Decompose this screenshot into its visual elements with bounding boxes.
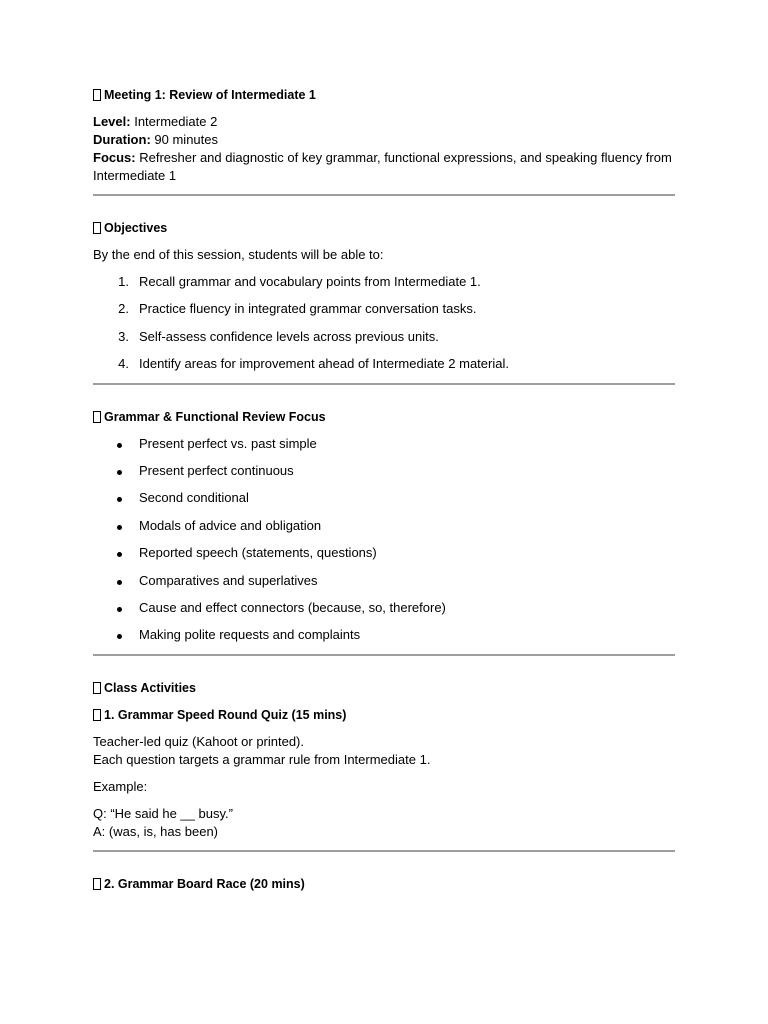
list-item: 3. Self-assess confidence levels across previous units. — [118, 328, 439, 344]
bullet-icon — [117, 552, 122, 557]
list-item: Making polite requests and complaints — [93, 626, 675, 644]
objectives-intro: By the end of this session, students will be able to: — [93, 247, 384, 262]
list-item: 1. Recall grammar and vocabulary points from Intermediate 1. — [118, 274, 481, 289]
meeting-title: Meeting 1: Review of Intermediate 1 — [93, 86, 675, 104]
bullet-icon — [117, 497, 122, 502]
focus-line: Focus: Refresher and diagnostic of key grammar, functional expressions, and speaking fluency from Intermediate 1 — [93, 150, 672, 183]
meeting-details — [93, 113, 675, 185]
missing-emoji-icon — [93, 89, 101, 101]
divider — [93, 194, 675, 196]
list-item: Comparatives and superlatives — [93, 572, 675, 590]
activity-1-title: 1. Grammar Speed Round Quiz (15 mins) — [93, 706, 675, 724]
grammar-list — [93, 435, 675, 645]
duration-line: Duration: 90 minutes — [93, 132, 218, 147]
divider — [93, 850, 675, 852]
example-answer: A: (was, is, has been) — [93, 823, 218, 839]
list-item: Present perfect continuous — [93, 462, 675, 480]
divider — [93, 383, 675, 385]
objectives-heading: Objectives — [93, 219, 675, 237]
list-item: Cause and effect connectors (because, so, therefore) — [93, 599, 675, 617]
bullet-icon — [117, 607, 122, 612]
activities-heading: Class Activities — [93, 679, 675, 697]
bullet-icon — [117, 525, 122, 530]
activity-2-title: 2. Grammar Board Race (20 mins) — [93, 875, 675, 893]
grammar-heading: Grammar & Functional Review Focus — [93, 408, 675, 426]
activity-1-description: Teacher-led quiz (Kahoot or printed). Each question targets a grammar rule from Intermediate 1. — [93, 733, 431, 767]
bullet-icon — [117, 470, 122, 475]
missing-emoji-icon — [93, 709, 101, 721]
missing-emoji-icon — [93, 411, 101, 423]
list-item: Reported speech (statements, questions) — [93, 544, 675, 562]
list-item: Second conditional — [93, 489, 675, 507]
objectives-list — [93, 273, 675, 373]
lesson-plan-document — [93, 86, 675, 902]
missing-emoji-icon — [93, 222, 101, 234]
level-line: Level: Intermediate 2 — [93, 114, 218, 129]
list-item: Modals of advice and obligation — [93, 517, 675, 535]
example-question: Q: “He said he __ busy.” — [93, 805, 233, 821]
list-item: Present perfect vs. past simple — [93, 435, 675, 453]
example-qa — [93, 805, 675, 841]
list-item: 4. Identify areas for improvement ahead of Intermediate 2 material. — [118, 356, 509, 372]
example-label: Example: — [93, 778, 148, 794]
list-item: 2. Practice fluency in integrated grammar conversation tasks. — [118, 301, 477, 317]
bullet-icon — [117, 634, 122, 639]
missing-emoji-icon — [93, 878, 101, 890]
bullet-icon — [117, 580, 122, 585]
missing-emoji-icon — [93, 682, 101, 694]
divider — [93, 654, 675, 656]
bullet-icon — [117, 443, 122, 448]
